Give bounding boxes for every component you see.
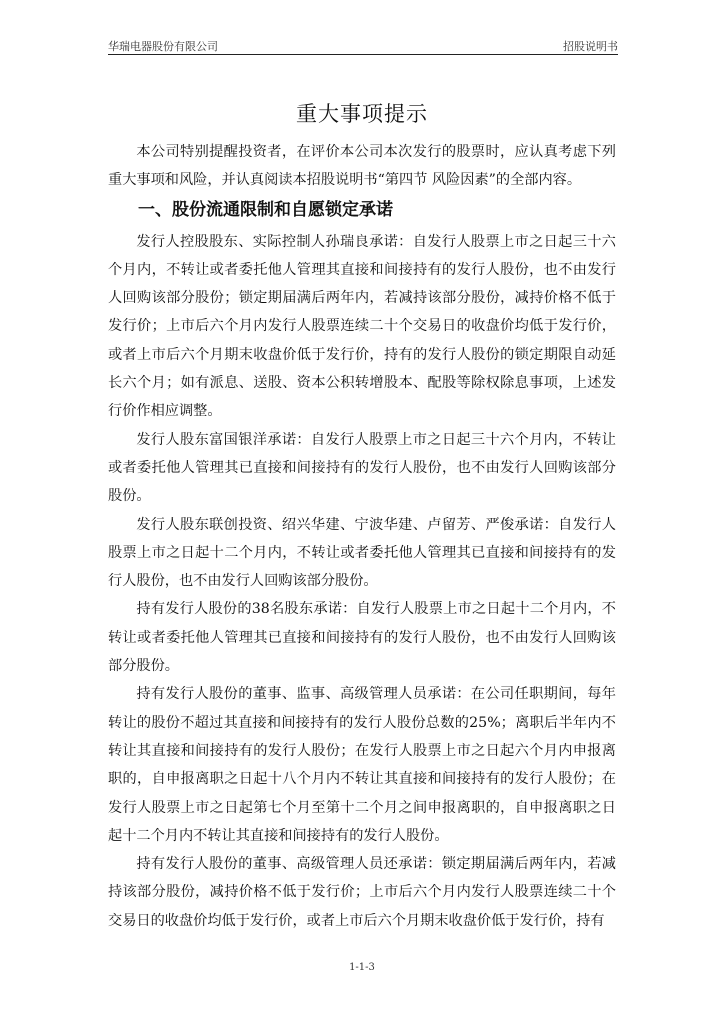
paragraph-directors-supervisors: 持有发行人股份的董事、监事、高级管理人员承诺：在公司任职期间，每年转让的股份不超过其直接和间接持有的发行人股份总数的25%；离职后半年内不转让其直接和间接持有的发行人股份；在发行人股票上市之日起六个月内申报离职的，自申报离职之日起十八个月内不转让其直接和间接持有的发行人股份；在发行人股票上市之日起第七个月至第十二个月之间申报离职的，自申报离职之日起十二个月内不转让其直接和间接持有的发行人股份。	[108, 686, 616, 844]
intro-paragraph: 本公司特别提醒投资者，在评价本公司本次发行的股票时，应认真考虑下列重大事项和风险，并认真阅读本招股说明书“第四节 风险因素”的全部内容。	[108, 144, 616, 189]
document-body	[108, 138, 616, 935]
page-number: 1-1-3	[349, 962, 375, 973]
header-document-type: 招股说明书	[563, 40, 618, 53]
page-header	[108, 36, 618, 55]
paragraph-other-shareholders: 发行人股东联创投资、绍兴华建、宁波华建、卢留芳、严俊承诺：自发行人股票上市之日起十二个月内，不转让或者委托他人管理其已直接和间接持有的发行人股份，也不由发行人回购该部分股份。	[108, 516, 616, 590]
paragraph-directors-executives: 持有发行人股份的董事、高级管理人员还承诺：锁定期届满后两年内，若减持该部分股份，减持价格不低于发行价；上市后六个月内发行人股票连续二十个交易日的收盘价均低于发行价，或者上市后六个月期末收盘价低于发行价，持有	[108, 856, 616, 929]
page-title: 重大事项提示	[296, 102, 428, 126]
section-heading: 一、股份流通限制和自愿锁定承诺	[138, 199, 393, 220]
header-company-name: 华瑞电器股份有限公司	[108, 40, 218, 53]
paragraph-fuguo-yinyang: 发行人股东富国银洋承诺：自发行人股票上市之日起三十六个月内，不转让或者委托他人管理其已直接和间接持有的发行人股份，也不由发行人回购该部分股份。	[108, 431, 616, 505]
paragraph-controlling-shareholder: 发行人控股股东、实际控制人孙瑞良承诺：自发行人股票上市之日起三十六个月内，不转让或者委托他人管理其直接和间接持有的发行人股份，也不由发行人回购该部分股份；锁定期届满后两年内，若减持该部分股份，减持价格不低于发行价；上市后六个月内发行人股票连续二十个交易日的收盘价均低于发行价，或者上市后六个月期末收盘价低于发行价，持有的发行人股份的锁定期限自动延长六个月；如有派息、送股、资本公积转增股本、配股等除权除息事项，上述发行价作相应调整。	[108, 233, 616, 420]
paragraph-38-shareholders: 持有发行人股份的38名股东承诺：自发行人股票上市之日起十二个月内，不转让或者委托他人管理其已直接和间接持有的发行人股份，也不由发行人回购该部分股份。	[108, 601, 616, 675]
